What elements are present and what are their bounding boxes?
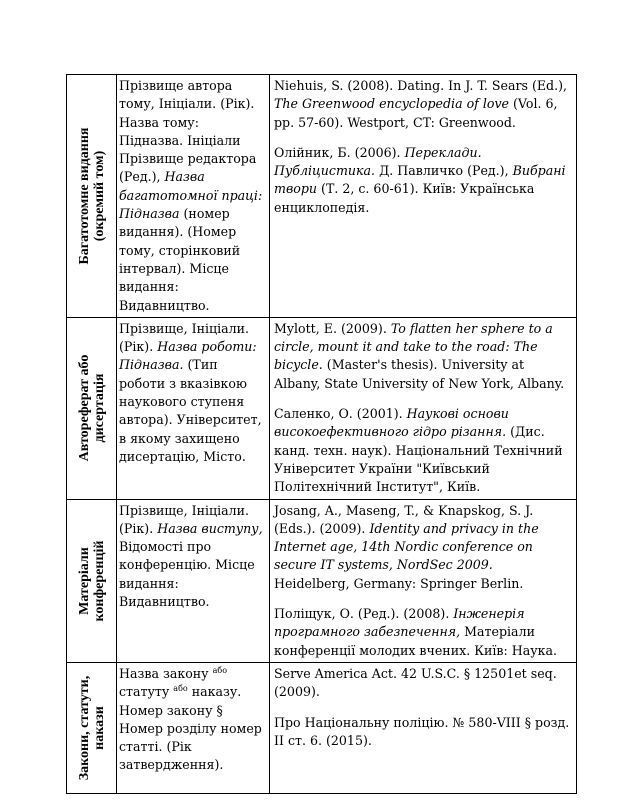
text-run: (Master's thesis). University at Albany, State University of New York, Albany. bbox=[274, 357, 565, 391]
example-entry bbox=[274, 320, 572, 393]
format-cell bbox=[117, 662, 270, 793]
text-run: Niehuis, S. (2008). Dating. In J. T. Sears (Ed.), bbox=[274, 78, 568, 93]
category-label bbox=[77, 127, 107, 264]
text-run: Саленко, О. (2001). bbox=[274, 406, 407, 422]
text-run: Олійник, Б. (2006). bbox=[274, 144, 405, 160]
text-run: (Дис. канд. техн. наук). Національний Технічний Університет України "Київський Політехнічний Інститут", Київ. bbox=[274, 424, 563, 495]
text-run: Матеріали конференції молодих вчених. Київ: Наука. bbox=[274, 624, 557, 658]
text-run: Прізвище автора тому, Ініціали. (Рік). Назва тому: Підназва. Ініціали Прізвище редактора (Ред.), bbox=[119, 78, 257, 185]
italic-title-run: Інженерія програмного забезпечення, bbox=[274, 606, 525, 640]
italic-title-run: Переклади. Публіцистика. bbox=[274, 144, 482, 179]
example-entry bbox=[274, 714, 572, 751]
text-run: статуту bbox=[119, 684, 174, 700]
italic-title-run: Наукові основи високоефективного гідро різання. bbox=[274, 406, 509, 440]
category-label bbox=[77, 676, 107, 780]
examples-cell bbox=[270, 317, 577, 499]
text-run: Про Національну поліцію. № 580-VIII § розд. II ст. 6. (2015). bbox=[274, 714, 570, 748]
category-label bbox=[77, 540, 107, 621]
format-cell bbox=[117, 75, 270, 318]
text-run: (Тип роботи з вказівкою наукового ступеня автора). Університет, в якому захищено дисертацію, Місто. bbox=[119, 357, 262, 464]
category-label-line: Автореферат або bbox=[76, 354, 92, 462]
category-label-line: (окремий том) bbox=[91, 150, 107, 242]
text-run: (Т. 2, с. 60-61). Київ: Українська енциклопедія. bbox=[274, 181, 535, 215]
category-label-line: Закони, статути, bbox=[76, 675, 92, 781]
italic-title-run: Назва виступу, bbox=[157, 520, 263, 536]
format-text bbox=[117, 75, 269, 317]
italic-title-run: To flatten her sphere to a circle, mount it and take to the road: The bicycle. bbox=[274, 320, 553, 373]
table-row bbox=[67, 662, 577, 793]
text-run: або bbox=[212, 665, 228, 675]
format-text bbox=[117, 663, 269, 777]
text-run: Прізвище, Ініціали. (Рік). bbox=[119, 320, 250, 355]
example-entry bbox=[274, 144, 572, 217]
text-run: Д. Павличко (Ред.), bbox=[375, 163, 513, 179]
category-label-line: дисертація bbox=[91, 373, 107, 443]
text-run: Mylott, E. (2009). bbox=[274, 320, 391, 336]
italic-title-run: Назва роботи: Підназва. bbox=[119, 339, 257, 373]
category-label-line: конференцій bbox=[91, 540, 107, 622]
category-cell bbox=[67, 317, 117, 499]
examples-cell bbox=[270, 662, 577, 793]
text-run: (Vol. 6, pp. 57-60). Westport, CT: Greenwood. bbox=[274, 96, 558, 130]
category-label bbox=[77, 355, 107, 462]
format-cell bbox=[117, 317, 270, 499]
table-row bbox=[67, 499, 577, 662]
table-row bbox=[67, 317, 577, 499]
example-entry bbox=[274, 502, 572, 593]
example-entry bbox=[274, 77, 572, 132]
category-label-line: Багатотомне видання bbox=[76, 127, 92, 265]
category-cell bbox=[67, 499, 117, 662]
format-text bbox=[117, 318, 269, 468]
text-run: наказу. Номер закону § Номер розділу номер статті. (Рік затвердження). bbox=[119, 684, 262, 773]
category-cell bbox=[67, 75, 117, 318]
example-entry bbox=[274, 605, 572, 660]
reference-format-table bbox=[66, 74, 577, 794]
text-run: або bbox=[173, 684, 188, 694]
text-run: Прізвище, Ініціали. (Рік). bbox=[119, 502, 250, 536]
category-label-line: накази bbox=[91, 706, 107, 750]
text-run: Відомості про конференцію. Місце видання: Видавництво. bbox=[119, 539, 255, 610]
text-run: Назва закону bbox=[119, 665, 213, 681]
example-entry bbox=[274, 665, 572, 702]
format-cell bbox=[117, 499, 270, 662]
italic-title-run: Вибрані твори bbox=[274, 163, 566, 197]
italic-title-run: Назва багатотомної праці: Підназва bbox=[119, 169, 263, 222]
text-run: Josang, A., Maseng, T., & Knapskog, S. J. (Eds.). (2009). bbox=[274, 502, 534, 536]
example-entry bbox=[274, 405, 572, 496]
category-label-line: Матеріали bbox=[76, 546, 92, 615]
italic-title-run: Identity and privacy in the Internet age, 14th Nordic conference on secure IT systems, NordSec 2009. bbox=[274, 520, 539, 573]
table-row bbox=[67, 75, 577, 318]
examples-cell bbox=[270, 75, 577, 318]
italic-title-run: The Greenwood encyclopedia of love bbox=[274, 96, 510, 112]
text-run: Поліщук, О. (Ред.). (2008). bbox=[274, 606, 454, 622]
text-run: Serve America Act. 42 U.S.C. § 12501et seq. (2009). bbox=[274, 665, 557, 700]
examples-cell bbox=[270, 499, 577, 662]
category-cell bbox=[67, 662, 117, 793]
text-run: Heidelberg, Germany: Springer Berlin. bbox=[274, 575, 524, 591]
text-run: (номер видання). (Номер тому, сторінковий інтервал). Місце видання: Видавництво. bbox=[119, 206, 241, 313]
format-text bbox=[117, 500, 269, 614]
